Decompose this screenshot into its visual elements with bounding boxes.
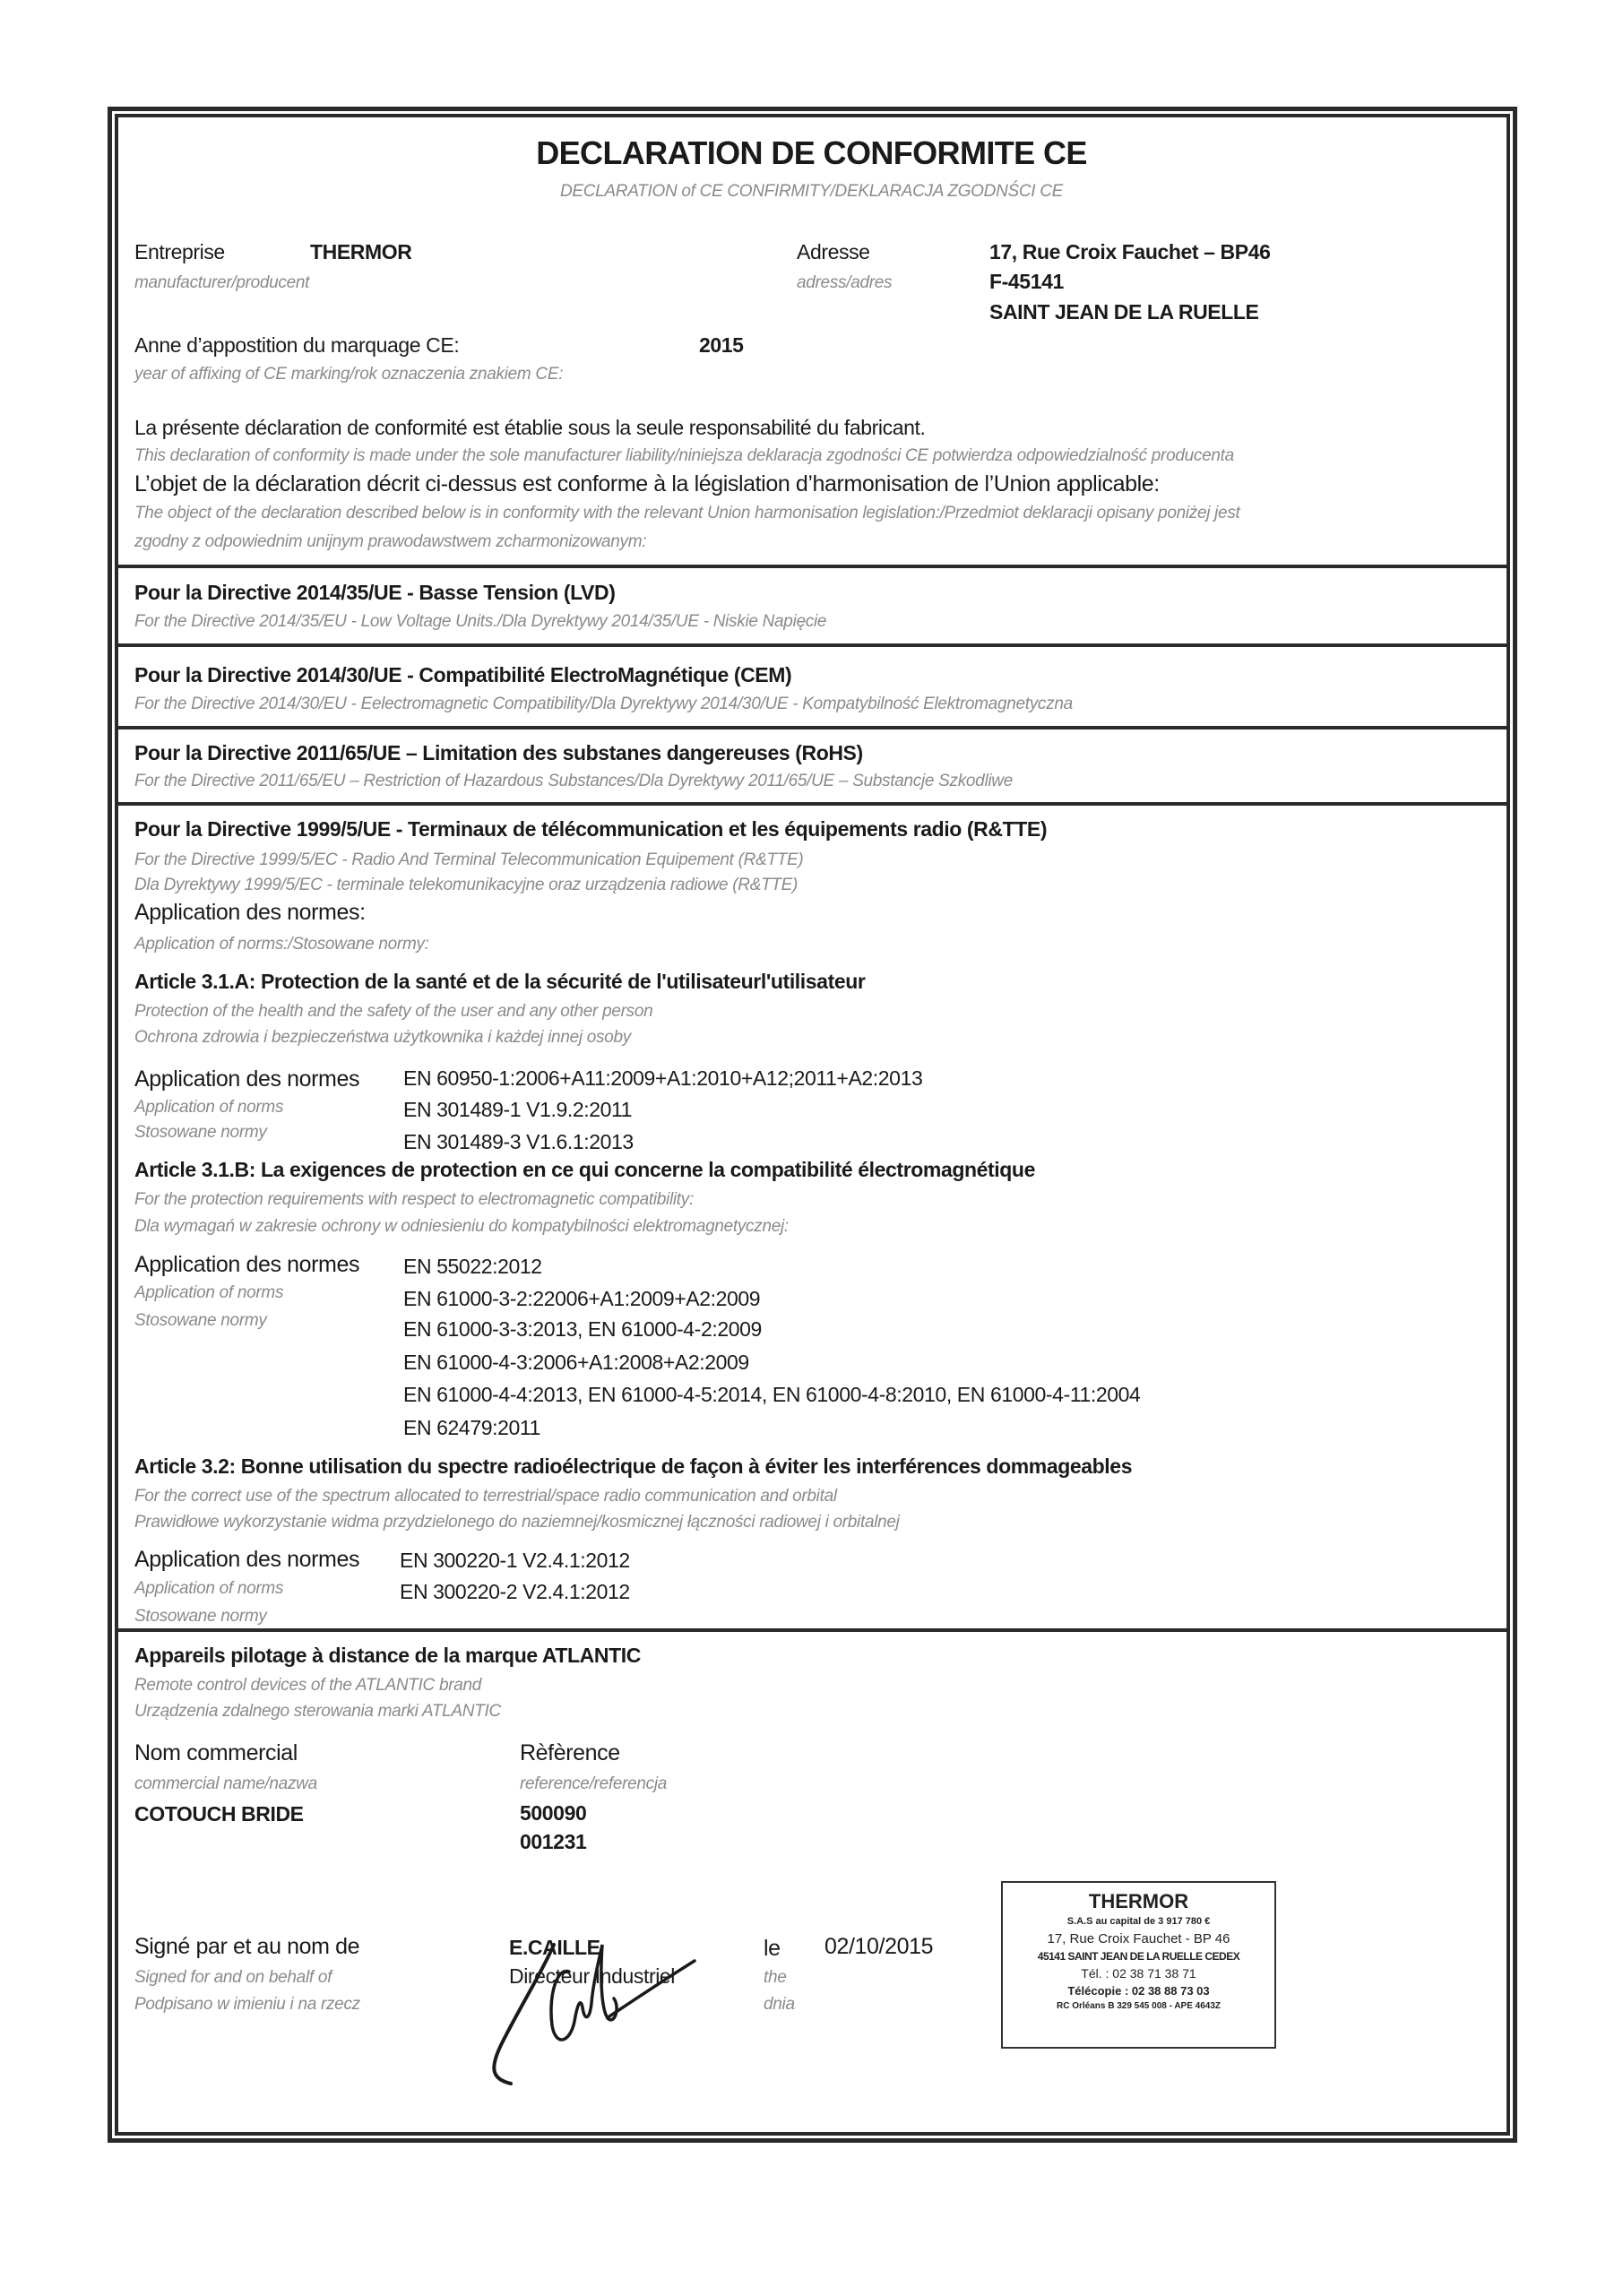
commercial-name-label: Nom commercial <box>134 1740 298 1765</box>
signatory-role: Directeur Industriel <box>509 1964 676 1988</box>
directive-cem-translation: For the Directive 2014/30/EU - Eelectromagnetic Compatibility/Dla Dyrektywy 2014/30/UE - Kompatybilność Elektromagnetyczna <box>134 695 1073 713</box>
ce-marking-year: 2015 <box>699 333 744 357</box>
company-name: THERMOR <box>310 240 412 263</box>
reference-label: Rèfèrence <box>520 1740 620 1765</box>
page-subtitle: DECLARATION of CE CONFIRMITY/DEKLARACJA ZGODNŚCI CE <box>559 182 1064 201</box>
directive-rtte-translation-en: For the Directive 1999/5/EC - Radio And Terminal Telecommunication Equipement (R&TTE) <box>134 850 804 869</box>
reference-value: 500090 <box>520 1801 587 1825</box>
devices-translation-en: Remote control devices of the ATLANTIC brand <box>134 1676 482 1695</box>
address-line-3: SAINT JEAN DE LA RUELLE <box>989 300 1259 324</box>
norm-item: EN 61000-3-2:22006+A1:2009+A2:2009 <box>403 1287 761 1310</box>
address-label-translation: adress/adres <box>797 273 893 292</box>
norm-item: EN 61000-4-3:2006+A1:2008+A2:2009 <box>403 1351 749 1374</box>
devices-translation-pl: Urządzenia zdalnego sterowania marki ATLANTIC <box>134 1702 501 1721</box>
handwritten-signature <box>466 1918 699 2097</box>
norm-item: EN 55022:2012 <box>403 1255 542 1278</box>
signatory-name: E.CAILLE <box>509 1936 600 1959</box>
reference-value: 001231 <box>520 1830 587 1853</box>
app-norms-label-pl: Stosowane normy <box>134 1311 267 1330</box>
stamp-tel: Tél. : 02 38 71 38 71 <box>1081 1966 1196 1981</box>
norm-item: EN 61000-4-4:2013, EN 61000-4-5:2014, EN 61000-4-8:2010, EN 61000-4-11:2004 <box>403 1383 1141 1406</box>
app-norms-label: Application des normes <box>134 1547 360 1572</box>
signed-by-label-pl: Podpisano w imieniu i na rzecz <box>134 1995 360 2014</box>
reference-label-translation: reference/referencja <box>520 1774 668 1793</box>
stamp-company: THERMOR <box>1088 1890 1189 1912</box>
date-label-en: the <box>764 1968 787 1987</box>
intro-line-1: La présente déclaration de conformité est établie sous la seule responsabilité du fabricant. <box>134 416 926 439</box>
app-norms-label: Application des normes <box>134 1066 360 1092</box>
directive-rtte-translation-pl: Dla Dyrektywy 1999/5/EC - terminale telekomunikacyjne oraz urządzenia radiowe (R&TTE) <box>134 876 799 894</box>
company-stamp <box>1001 1881 1276 2049</box>
devices-title: Appareils pilotage à distance de la marque ATLANTIC <box>134 1644 641 1667</box>
directive-rohs-title: Pour la Directive 2011/65/UE – Limitation des substanes dangereuses (RoHS) <box>134 741 863 764</box>
section-divider <box>115 726 1510 729</box>
stamp-street: 17, Rue Croix Fauchet - BP 46 <box>1047 1931 1230 1946</box>
intro-line-2-translation-a: The object of the declaration described below is in conformity with the relevant Union harmonisation legislation:/Przedmiot deklaracji opisany poniżej jest <box>134 504 1240 522</box>
directive-rohs-translation: For the Directive 2011/65/EU – Restriction of Hazardous Substances/Dla Dyrektywy 2011/65/UE – Substancje Szkodliwe <box>134 772 1013 790</box>
article-3-1-a-title: Article 3.1.A: Protection de la santé et de la sécurité de l'utilisateurl'utilisateur <box>134 970 866 993</box>
directive-rtte-title: Pour la Directive 1999/5/UE - Terminaux de télécommunication et les équipements radio (R&TTE) <box>134 817 1048 841</box>
app-norms-label-en: Application of norms <box>134 1283 284 1302</box>
section-divider <box>115 1628 1510 1632</box>
date-label: le <box>764 1936 781 1961</box>
article-3-1-b-title: Article 3.1.B: La exigences de protection en ce qui concerne la compatibilité électromagnétique <box>134 1158 1035 1181</box>
ce-marking-label: Anne d’appostition du marquage CE: <box>134 333 460 357</box>
page-title: DECLARATION DE CONFORMITE CE <box>536 134 1087 171</box>
app-norms-label-en: Application of norms <box>134 1098 284 1117</box>
article-3-2-translation-pl: Prawidłowe wykorzystanie widma przydzielonego do naziemnej/kosmicznej łączności radiowej i orbitalnej <box>134 1513 900 1532</box>
directive-lvd-title: Pour la Directive 2014/35/UE - Basse Tension (LVD) <box>134 581 616 604</box>
article-3-1-b-translation-pl: Dla wymagań w zakresie ochrony w odniesieniu do kompatybilności elektromagnetycznej: <box>134 1217 789 1236</box>
company-label: Entreprise <box>134 240 225 263</box>
address-label: Adresse <box>797 240 870 263</box>
stamp-capital: S.A.S au capital de 3 917 780 € <box>1066 1916 1211 1927</box>
app-norms-label-pl: Stosowane normy <box>134 1607 267 1626</box>
norm-item: EN 62479:2011 <box>403 1416 540 1439</box>
norms-label: Application des normes: <box>134 900 366 925</box>
intro-line-1-translation: This declaration of conformity is made under the sole manufacturer liability/niniejsza deklaracja zgodności CE potwierdza odpowiedzialność producenta <box>134 446 1234 465</box>
address-line-1: 17, Rue Croix Fauchet – BP46 <box>989 240 1271 263</box>
stamp-rc: RC Orléans B 329 545 008 - APE 4643Z <box>1056 2001 1222 2011</box>
article-3-2-title: Article 3.2: Bonne utilisation du spectre radioélectrique de façon à éviter les interférences dommageables <box>134 1454 1133 1478</box>
article-3-1-a-translation-pl: Ochrona zdrowia i bezpieczeństwa użytkownika i każdej innej osoby <box>134 1028 631 1047</box>
ce-marking-label-translation: year of affixing of CE marking/rok oznaczenia znakiem CE: <box>134 365 564 384</box>
article-3-1-a-translation-en: Protection of the health and the safety of the user and any other person <box>134 1002 653 1021</box>
norms-label-translation: Application of norms:/Stosowane normy: <box>134 935 429 954</box>
section-divider <box>115 565 1510 568</box>
directive-lvd-translation: For the Directive 2014/35/EU - Low Voltage Units./Dla Dyrektywy 2014/35/UE - Niskie Napięcie <box>134 612 827 631</box>
article-3-1-b-translation-en: For the protection requirements with respect to electromagnetic compatibility: <box>134 1190 694 1209</box>
address-line-2: F-45141 <box>989 270 1064 293</box>
company-label-translation: manufacturer/producent <box>134 273 310 292</box>
intro-line-2-translation-b: zgodny z odpowiednim unijnym prawodawstwem zcharmonizowanym: <box>134 532 647 551</box>
app-norms-label-pl: Stosowane normy <box>134 1123 267 1142</box>
directive-cem-title: Pour la Directive 2014/30/UE - Compatibilité ElectroMagnétique (CEM) <box>134 663 792 686</box>
section-divider <box>115 802 1510 806</box>
app-norms-label-en: Application of norms <box>134 1579 284 1598</box>
norm-item: EN 60950-1:2006+A11:2009+A1:2010+A12;2011+A2:2013 <box>403 1066 923 1090</box>
app-norms-label: Application des normes <box>134 1252 360 1277</box>
norm-item: EN 300220-2 V2.4.1:2012 <box>400 1580 630 1603</box>
article-3-2-translation-en: For the correct use of the spectrum allocated to terrestrial/space radio communication and orbital <box>134 1487 837 1506</box>
norm-item: EN 301489-3 V1.6.1:2013 <box>403 1130 634 1153</box>
signature-date: 02/10/2015 <box>824 1934 934 1959</box>
date-label-pl: dnia <box>764 1995 795 2014</box>
section-divider <box>115 643 1510 647</box>
norm-item: EN 61000-3-3:2013, EN 61000-4-2:2009 <box>403 1317 762 1341</box>
signed-by-label: Signé par et au nom de <box>134 1934 360 1959</box>
commercial-name-value: COTOUCH BRIDE <box>134 1802 304 1826</box>
stamp-fax: Télécopie : 02 38 88 73 03 <box>1067 1984 1210 1998</box>
intro-line-2: L’objet de la déclaration décrit ci-dessus est conforme à la législation d’harmonisation de l’Union applicable: <box>134 471 1160 496</box>
commercial-name-label-translation: commercial name/nazwa <box>134 1774 317 1793</box>
norm-item: EN 301489-1 V1.9.2:2011 <box>403 1098 633 1121</box>
stamp-city: 45141 SAINT JEAN DE LA RUELLE CEDEX <box>1037 1950 1240 1963</box>
signed-by-label-en: Signed for and on behalf of <box>134 1968 332 1987</box>
norm-item: EN 300220-1 V2.4.1:2012 <box>400 1549 630 1572</box>
